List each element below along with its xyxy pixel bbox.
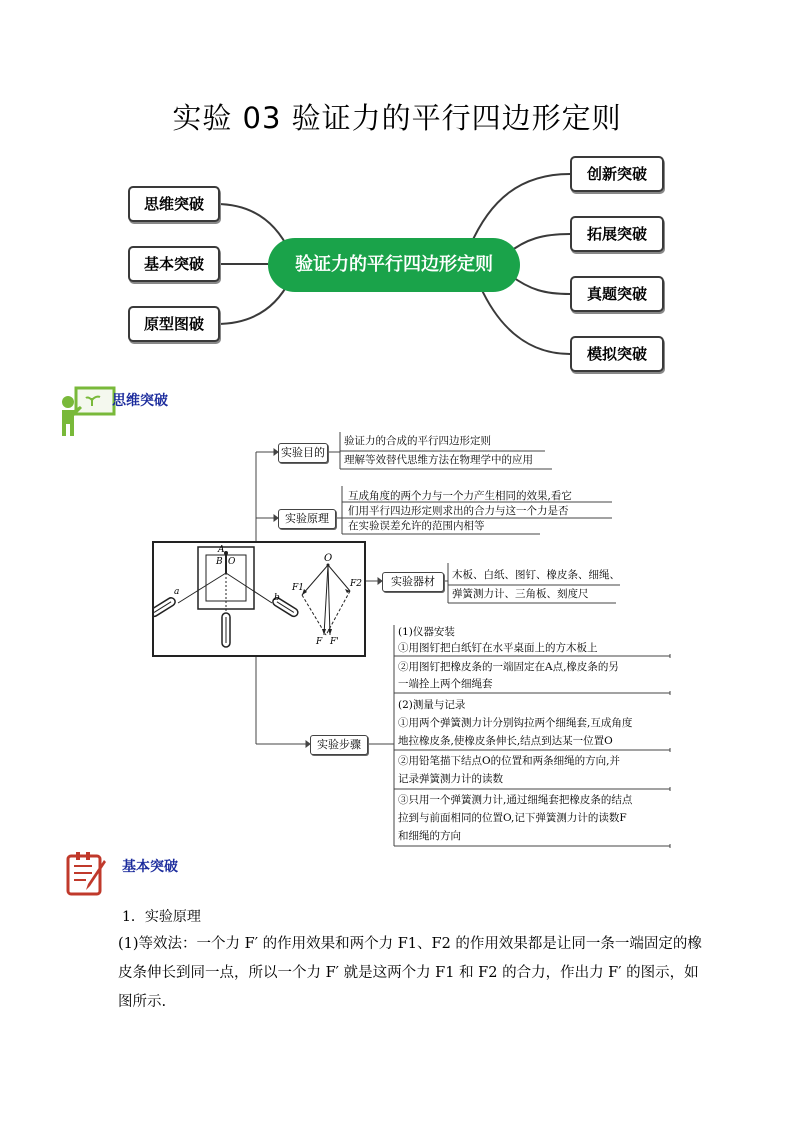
mindmap-node-prototype[interactable]: 原型图破 xyxy=(128,306,220,342)
mindmap-node-extension[interactable]: 拓展突破 xyxy=(570,216,664,252)
purpose-line-2: 理解等效替代思维方法在物理学中的应用 xyxy=(344,454,533,466)
step2c-line-2: 拉到与前面相同的位置O,记下弹簧测力计的读数F xyxy=(398,812,627,824)
fig-label-string-a: a xyxy=(174,587,180,597)
step2a-line-2: 地拉橡皮条,使橡皮条伸长,结点到达某一位置O xyxy=(398,735,613,747)
body-line-2: 皮条伸长到同一点，所以一个力 F′ 就是这两个力 F1 和 F2 的合力，作出力 F′ 的图示，如 xyxy=(118,965,699,981)
equipment-line-2: 弹簧测力计、三角板、刻度尺 xyxy=(452,588,589,600)
mindmap-node-exam[interactable]: 真题突破 xyxy=(570,276,664,312)
step2a-line-1: ①用两个弹簧测力计分别钩拉两个细绳套,互成角度 xyxy=(398,717,633,729)
fig-label-string-b: b xyxy=(274,593,280,603)
mindmap-node-mock[interactable]: 模拟突破 xyxy=(570,336,664,372)
experiment-figure xyxy=(152,541,366,657)
step1b-line-2: 一端拴上两个细绳套 xyxy=(398,678,493,690)
mindmap-node-innovation[interactable]: 创新突破 xyxy=(570,156,664,192)
notepad-pencil-icon xyxy=(66,850,110,896)
label-principle: 实验原理 xyxy=(278,509,336,529)
section-title-thinking: 思维突破 xyxy=(112,393,168,409)
fig-label-o-point: O xyxy=(228,557,236,567)
fig-label-o-force: O xyxy=(324,553,333,564)
step2b-line-2: 记录弹簧测力计的读数 xyxy=(398,773,503,785)
step1a: ①用图钉把白纸钉在水平桌面上的方木板上 xyxy=(398,642,598,654)
step1-title: (1)仪器安装 xyxy=(398,626,455,638)
label-purpose: 实验目的 xyxy=(278,443,328,463)
section-title-basic: 基本突破 xyxy=(122,859,178,875)
purpose-line-1: 验证力的合成的平行四边形定则 xyxy=(344,435,491,447)
fig-label-f2: F2 xyxy=(350,579,362,589)
principle-line-3: 在实验误差允许的范围内相等 xyxy=(348,520,485,532)
fig-label-b-point: B xyxy=(216,557,223,567)
step2-title: (2)测量与记录 xyxy=(398,699,466,711)
fig-label-a-point: A xyxy=(218,545,225,555)
principle-line-2: 们用平行四边形定则求出的合力与这一个力是否 xyxy=(348,505,569,517)
principle-line-1: 互成角度的两个力与一个力产生相同的效果,看它 xyxy=(348,490,572,502)
fig-label-f-prime: F' xyxy=(330,637,339,647)
equipment-line-1: 木板、白纸、图钉、橡皮条、细绳、 xyxy=(452,569,620,581)
step2c-line-3: 和细绳的方向 xyxy=(398,830,461,842)
step1b-line-1: ②用图钉把橡皮条的一端固定在A点,橡皮条的另 xyxy=(398,661,619,673)
mindmap-node-thinking[interactable]: 思维突破 xyxy=(128,186,220,222)
body-heading: 1．实验原理 xyxy=(122,909,201,925)
mindmap-center: 验证力的平行四边形定则 xyxy=(268,238,520,292)
fig-label-f: F xyxy=(316,637,323,647)
label-steps: 实验步骤 xyxy=(310,735,368,755)
body-line-3: 图所示. xyxy=(118,994,167,1010)
step2c-line-1: ③只用一个弹簧测力计,通过细绳套把橡皮条的结点 xyxy=(398,794,633,806)
page-title: 实验 03 验证力的平行四边形定则 xyxy=(172,101,622,135)
step2b-line-1: ②用铅笔描下结点O的位置和两条细绳的方向,并 xyxy=(398,755,620,767)
fig-label-f1: F1 xyxy=(292,583,304,593)
label-equipment: 实验器材 xyxy=(382,572,444,592)
body-line-1: (1)等效法：一个力 F′ 的作用效果和两个力 F1、F2 的作用效果都是让同一条一端固定的橡 xyxy=(118,936,702,952)
mindmap-node-basic[interactable]: 基本突破 xyxy=(128,246,220,282)
